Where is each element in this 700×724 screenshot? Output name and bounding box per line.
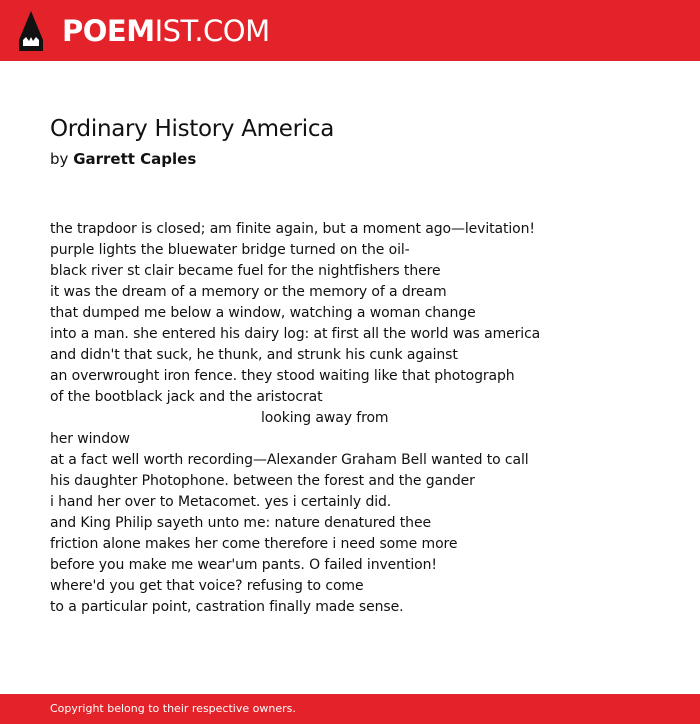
brand-bold: POEM (62, 14, 155, 48)
site-header (0, 0, 700, 61)
poem-line: to a particular point, castration finally made sense. (50, 599, 404, 615)
pencil-icon[interactable] (18, 10, 44, 52)
poem-body (50, 219, 670, 618)
poem-line: of the bootblack jack and the aristocrat (50, 389, 323, 405)
poem-line: it was the dream of a memory or the memory of a dream (50, 284, 447, 300)
poem-line: an overwrought iron fence. they stood waiting like that photograph (50, 368, 515, 384)
poem-line: purple lights the bluewater bridge turned on the oil- (50, 242, 410, 258)
poem-line: her window (50, 431, 130, 447)
poem-line: that dumped me below a window, watching a woman change (50, 305, 476, 321)
poem-line: into a man. she entered his dairy log: at first all the world was america (50, 326, 541, 342)
poem-line: where'd you get that voice? refusing to come (50, 578, 364, 594)
poem-title: Ordinary History America (50, 116, 335, 142)
poem-line: and King Philip sayeth unto me: nature denatured thee (50, 515, 431, 531)
poem-line-indented: looking away from (261, 410, 389, 426)
poem-line: at a fact well worth recording—Alexander Graham Bell wanted to call (50, 452, 529, 468)
poem-line: his daughter Photophone. between the forest and the gander (50, 473, 475, 489)
by-label: by (50, 150, 69, 168)
poem-line: friction alone makes her come therefore i need some more (50, 536, 458, 552)
copyright-text: Copyright belong to their respective owners. (50, 702, 296, 715)
brand-light: IST.COM (154, 14, 270, 48)
poem-byline (50, 150, 196, 168)
poem-author[interactable]: Garrett Caples (73, 150, 197, 168)
poem-line: black river st clair became fuel for the nightfishers there (50, 263, 441, 279)
poem-line: the trapdoor is closed; am finite again, but a moment ago—levitation! (50, 221, 535, 237)
poem-line: i hand her over to Metacomet. yes i certainly did. (50, 494, 392, 510)
poem-line: and didn't that suck, he thunk, and strunk his cunk against (50, 347, 458, 363)
poem-line: before you make me wear'um pants. O failed invention! (50, 557, 437, 573)
site-footer (0, 694, 700, 724)
site-logo-text[interactable] (62, 12, 270, 50)
